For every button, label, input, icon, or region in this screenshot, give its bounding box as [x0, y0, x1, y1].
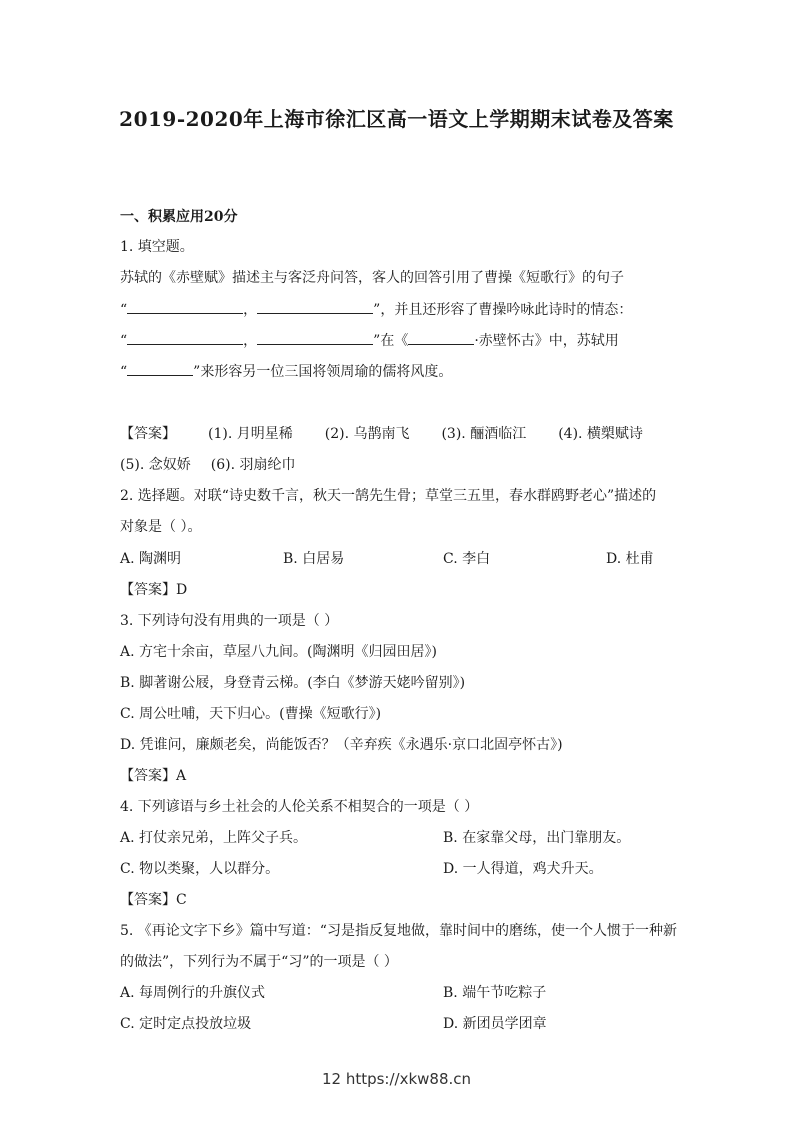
answer-label: 【答案】: [120, 426, 176, 442]
page-title: 2019-2020年上海市徐汇区高一语文上学期期末试卷及答案: [119, 107, 674, 131]
answer-item: (1). 月明星稀: [208, 426, 293, 442]
answer-item: (4). 横槊赋诗: [558, 426, 643, 442]
fill-blank-4[interactable]: [257, 330, 373, 345]
option-b[interactable]: B. 端午节吃粽子: [443, 985, 547, 1001]
q5-options-row2: [120, 1014, 680, 1034]
section-heading: 一、积累应用20分: [120, 209, 238, 225]
q1-line2-tail: ”，并且还形容了曹操吟咏此诗时的情态：: [373, 302, 633, 318]
q2-answer: 【答案】D: [120, 582, 188, 598]
comma: ，: [243, 333, 258, 349]
q2-text-line1: 2. 选择题。对联“诗史数千言，秋天一鹄先生骨；草堂三五里，春水群鸥野老心”描述的: [120, 488, 657, 504]
q1-text-line2: [120, 299, 680, 320]
q1-text-line3: [120, 330, 680, 351]
option-b[interactable]: B. 在家靠父母，出门靠朋友。: [443, 830, 631, 846]
q4-options-row2: [120, 859, 680, 879]
comma: ，: [243, 302, 258, 318]
option-c[interactable]: C. 李白: [443, 551, 491, 567]
option-c[interactable]: C. 物以类聚，人以群分。: [120, 861, 280, 877]
option-d[interactable]: D. 杜甫: [606, 551, 654, 567]
page-footer: 12 https://xkw88.cn: [321, 1070, 472, 1088]
option-d[interactable]: D. 新团员学团章: [443, 1016, 547, 1032]
quote-open: “: [120, 302, 128, 318]
quote-open: “: [120, 333, 128, 349]
fill-blank-5[interactable]: [408, 330, 474, 345]
answer-item: (6). 羽扇纶巾: [210, 457, 296, 473]
q2-text-line2: 对象是（ ）。: [120, 519, 202, 535]
option-d[interactable]: D. 凭谁问，廉颇老矣，尚能饭否？（辛弃疾《永遇乐·京口北固亭怀古》): [120, 737, 563, 753]
q1-answer-line1: [120, 424, 680, 444]
q4-options-row1: [120, 828, 680, 848]
fill-blank-2[interactable]: [257, 299, 373, 314]
answer-item: (5). 念奴娇: [120, 457, 191, 473]
option-a[interactable]: A. 每周例行的升旗仪式: [120, 985, 266, 1001]
q4-answer: 【答案】C: [120, 892, 187, 908]
option-d[interactable]: D. 一人得道，鸡犬升天。: [443, 861, 603, 877]
option-c[interactable]: C. 定时定点投放垃圾: [120, 1016, 252, 1032]
q1-line3-tail: ·赤壁怀古》中，苏轼用: [474, 333, 619, 349]
answer-item: (3). 酾酒临江: [441, 426, 527, 442]
quote-open: “: [120, 364, 128, 380]
fill-blank-3[interactable]: [127, 330, 243, 345]
fill-blank-6[interactable]: [127, 361, 193, 376]
q5-text-line1: 5. 《再论文字下乡》篇中写道：“习是指反复地做，靠时间中的磨练，使一个人惯于一种新: [120, 923, 677, 939]
q5-text-line2: 的做法”，下列行为不属于“习”的一项是（ ）: [120, 954, 398, 970]
q1-line4-tail: ”来形容另一位三国将领周瑜的儒将风度。: [193, 364, 453, 380]
q4-heading: 4. 下列谚语与乡土社会的人伦关系不相契合的一项是（ ）: [120, 799, 479, 815]
answer-item: (2). 乌鹊南飞: [324, 426, 410, 442]
option-b[interactable]: B. 白居易: [283, 551, 345, 567]
q3-answer: 【答案】A: [120, 768, 187, 784]
option-b[interactable]: B. 脚著谢公屐，身登青云梯。(李白《梦游天姥吟留别》): [120, 675, 466, 691]
option-a[interactable]: A. 方宅十余亩，草屋八九间。(陶渊明《归园田居》): [120, 644, 437, 660]
option-a[interactable]: A. 陶渊明: [120, 551, 182, 567]
q2-options: [120, 549, 680, 569]
option-a[interactable]: A. 打仗亲兄弟，上阵父子兵。: [120, 830, 308, 846]
fill-blank-1[interactable]: [127, 299, 243, 314]
q3-heading: 3. 下列诗句没有用典的一项是（ ）: [120, 613, 339, 629]
q1-line3-mid: ”在《: [373, 333, 409, 349]
q1-text-line1: 苏轼的《赤壁赋》描述主与客泛舟问答，客人的回答引用了曹操《短歌行》的句子: [120, 270, 624, 286]
q1-heading: 1. 填空题。: [120, 239, 194, 255]
q1-answer-line2: [120, 455, 680, 475]
q1-text-line4: [120, 361, 680, 382]
option-c[interactable]: C. 周公吐哺，天下归心。(曹操《短歌行》): [120, 706, 382, 722]
q5-options-row1: [120, 983, 680, 1003]
